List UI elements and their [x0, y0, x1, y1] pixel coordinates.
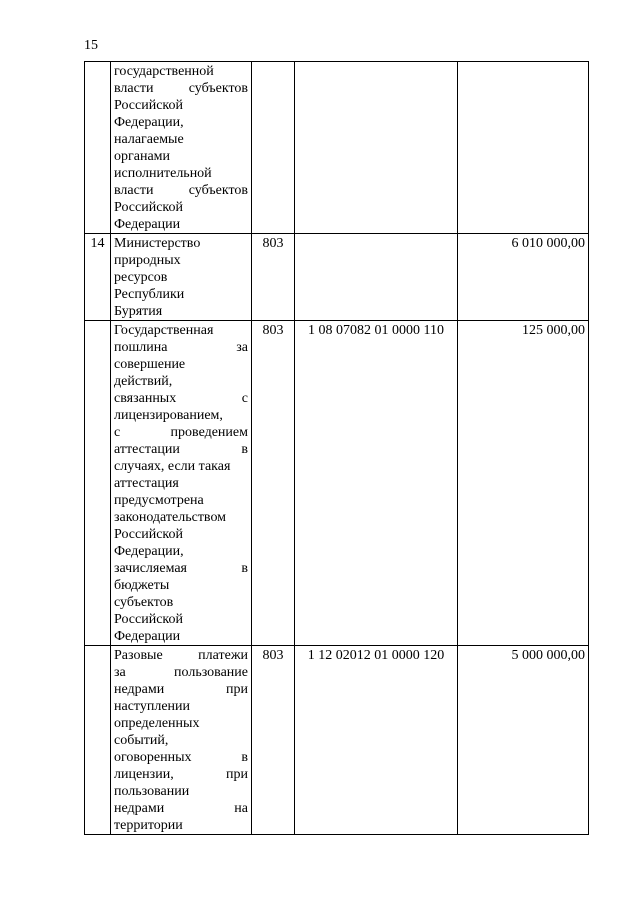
- amount-cell: 6 010 000,00: [458, 234, 589, 321]
- revenue-name-line: зачисляемая в: [114, 561, 248, 576]
- revenue-name-line: предусмотрена: [114, 493, 204, 508]
- revenue-name-line: Государственная: [114, 323, 214, 338]
- row-number-cell: [85, 646, 111, 835]
- revenue-name-line: связанных с: [114, 391, 248, 406]
- revenue-name-line: событий,: [114, 733, 169, 748]
- row-number-cell: [85, 321, 111, 646]
- budget-classification-code-cell: [295, 62, 458, 234]
- table-row: [85, 646, 589, 835]
- revenue-name-line: Федерации,: [114, 115, 184, 130]
- revenue-name-line: оговоренных в: [114, 750, 248, 765]
- revenue-name-line: Российской: [114, 98, 183, 113]
- revenue-name-cell: [111, 62, 252, 234]
- revenue-name-line: действий,: [114, 374, 173, 389]
- revenue-name-line: наступлении: [114, 699, 191, 714]
- revenue-name-line: пользовании: [114, 784, 190, 799]
- amount-cell: [458, 62, 589, 234]
- budget-classification-code-cell: 1 08 07082 01 0000 110: [295, 321, 458, 646]
- table-row: [85, 321, 589, 646]
- revenue-name-line: недрами на: [114, 801, 248, 816]
- revenue-name-cell: [111, 234, 252, 321]
- admin-code-cell: 803: [252, 234, 295, 321]
- revenue-name-line: пошлина за: [114, 340, 248, 355]
- revenue-name-line: государственной: [114, 64, 214, 79]
- revenue-name-line: Российской: [114, 200, 183, 215]
- revenue-name-line: Федерации: [114, 629, 181, 644]
- page-number: 15: [84, 38, 98, 53]
- revenue-name-line: исполнительной: [114, 166, 212, 181]
- revenue-name-line: Российской: [114, 527, 183, 542]
- amount-cell: 5 000 000,00: [458, 646, 589, 835]
- budget-classification-code-cell: 1 12 02012 01 0000 120: [295, 646, 458, 835]
- revenue-name-cell: [111, 321, 252, 646]
- admin-code-cell: 803: [252, 646, 295, 835]
- table-row: [85, 234, 589, 321]
- revenue-name-line: Республики: [114, 287, 185, 302]
- revenue-name-line: за пользование: [114, 665, 248, 680]
- revenue-name-line: власти субъектов: [114, 183, 248, 198]
- table-row: [85, 62, 589, 234]
- revenue-name-line: субъектов: [114, 595, 174, 610]
- revenue-name-line: аттестации в: [114, 442, 248, 457]
- revenue-name-line: Федерации,: [114, 544, 184, 559]
- revenue-name-line: недрами при: [114, 682, 248, 697]
- revenue-name-line: налагаемые: [114, 132, 184, 147]
- budget-revenue-table: [84, 61, 589, 835]
- admin-code-cell: 803: [252, 321, 295, 646]
- revenue-name-line: природных: [114, 253, 181, 268]
- revenue-name-line: Российской: [114, 612, 183, 627]
- revenue-name-line: лицензии, при: [114, 767, 248, 782]
- revenue-name-line: Разовые платежи: [114, 648, 248, 663]
- admin-code-cell: [252, 62, 295, 234]
- revenue-name-line: законодательством: [114, 510, 227, 525]
- revenue-name-line: бюджеты: [114, 578, 170, 593]
- revenue-name-line: аттестация: [114, 476, 179, 491]
- revenue-name-line: органами: [114, 149, 171, 164]
- revenue-name-line: Федерации: [114, 217, 181, 232]
- revenue-name-line: ресурсов: [114, 270, 168, 285]
- row-number-cell: [85, 62, 111, 234]
- revenue-name-line: случаях, если такая: [114, 459, 231, 474]
- revenue-name-line: Бурятия: [114, 304, 163, 319]
- revenue-name-line: лицензированием,: [114, 408, 223, 423]
- revenue-name-line: определенных: [114, 716, 200, 731]
- revenue-name-cell: [111, 646, 252, 835]
- amount-cell: 125 000,00: [458, 321, 589, 646]
- revenue-name-line: совершение: [114, 357, 186, 372]
- revenue-name-line: власти субъектов: [114, 81, 248, 96]
- budget-classification-code-cell: [295, 234, 458, 321]
- revenue-name-line: территории: [114, 818, 183, 833]
- revenue-name-line: с проведением: [114, 425, 248, 440]
- revenue-name-line: Министерство: [114, 236, 201, 251]
- row-number-cell: 14: [85, 234, 111, 321]
